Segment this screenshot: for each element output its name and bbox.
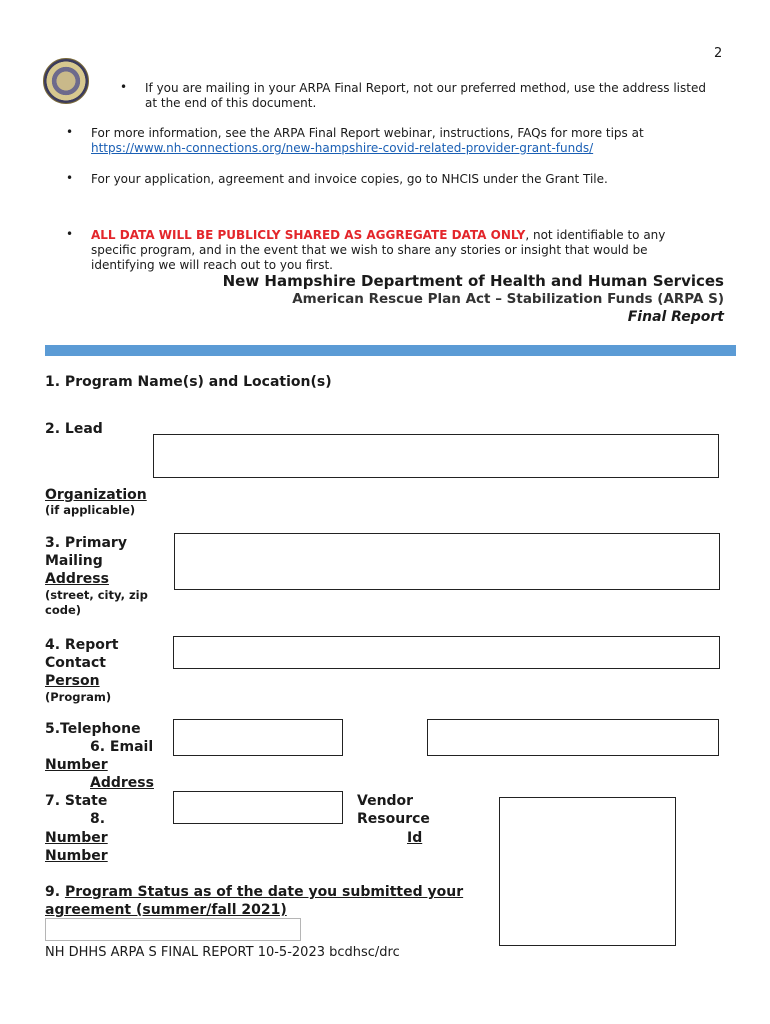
bullet-icon: • bbox=[66, 171, 74, 185]
section-4-word: Person bbox=[45, 673, 100, 689]
lead-organization-field[interactable] bbox=[153, 434, 719, 478]
section-9-label bbox=[45, 883, 465, 919]
vendor-label-line1: Vendor bbox=[357, 793, 414, 809]
section-7-word: Number bbox=[45, 830, 108, 846]
section-3-sub: (street, city, zip code) bbox=[45, 588, 148, 617]
vendor-label-line2: Resource bbox=[357, 811, 430, 827]
bullet-icon: • bbox=[120, 80, 128, 94]
section-3-line2: Mailing bbox=[45, 553, 103, 569]
section-8-label: 8. bbox=[90, 811, 106, 827]
report-title: Final Report bbox=[627, 309, 724, 325]
section-divider bbox=[45, 345, 736, 356]
data-sharing-text: , not identifiable to any specific program, and in the event that we wish to share any stories or insight that would be identifying we will reach out to you first. bbox=[91, 228, 666, 272]
section-4-label: 4. Report bbox=[45, 637, 119, 653]
section-4-sub: (Program) bbox=[45, 690, 112, 704]
section-2-label: 2. Lead bbox=[45, 421, 103, 437]
section-2-sub: (if applicable) bbox=[45, 503, 136, 517]
vendor-label-line3: Id bbox=[407, 830, 423, 846]
section-6-word: Address bbox=[90, 775, 154, 791]
section-9-text: Program Status as of the date you submitted your agreement (summer/fall 2021) bbox=[45, 884, 464, 918]
data-sharing-highlight: ALL DATA WILL BE PUBLICLY SHARED AS AGGREGATE DATA ONLY bbox=[91, 228, 526, 242]
bullet-more-info-text: For more information, see the ARPA Final Report webinar, instructions, FAQs for more tips at bbox=[91, 126, 644, 140]
primary-mailing-address-field[interactable] bbox=[174, 533, 720, 590]
bullet-data-sharing bbox=[91, 228, 711, 273]
bullet-icon: • bbox=[66, 227, 74, 241]
report-contact-person-field[interactable] bbox=[173, 636, 720, 669]
email-field[interactable] bbox=[427, 719, 719, 756]
section-3-word: Address bbox=[45, 571, 109, 587]
vendor-resource-id-field[interactable] bbox=[499, 797, 676, 946]
section-7-label: 7. State bbox=[45, 793, 108, 809]
section-8-word: Number bbox=[45, 848, 108, 864]
section-5-word: Number bbox=[45, 757, 108, 773]
section-4-line2: Contact bbox=[45, 655, 106, 671]
section-6-label: 6. Email bbox=[90, 739, 154, 755]
telephone-field[interactable] bbox=[173, 719, 343, 756]
bullet-mailing: If you are mailing in your ARPA Final Report, not our preferred method, use the address listed at the end of this document. bbox=[145, 81, 706, 110]
department-title: New Hampshire Department of Health and Human Services bbox=[222, 272, 724, 290]
state-number-field[interactable] bbox=[173, 791, 343, 824]
bullet-more-info bbox=[91, 126, 721, 156]
section-2-word: Organization bbox=[45, 487, 147, 503]
bullet-nhcis: For your application, agreement and invoice copies, go to NHCIS under the Grant Tile. bbox=[91, 172, 608, 186]
section-3-label: 3. Primary bbox=[45, 535, 127, 551]
section-5-label: 5.Telephone bbox=[45, 721, 141, 737]
section-9-number: 9. bbox=[45, 884, 65, 900]
nh-state-seal-logo bbox=[43, 58, 89, 104]
section-1-label: 1. Program Name(s) and Location(s) bbox=[45, 374, 332, 390]
program-status-field[interactable] bbox=[45, 918, 301, 941]
bullet-icon: • bbox=[66, 125, 74, 139]
program-title: American Rescue Plan Act – Stabilization Funds (ARPA S) bbox=[292, 291, 724, 307]
grant-funds-link[interactable]: https://www.nh-connections.org/new-hampshire-covid-related-provider-grant-funds/ bbox=[91, 141, 594, 155]
page-number: 2 bbox=[714, 46, 723, 61]
footer-text: NH DHHS ARPA S FINAL REPORT 10-5-2023 bcdhsc/drc bbox=[45, 945, 400, 960]
